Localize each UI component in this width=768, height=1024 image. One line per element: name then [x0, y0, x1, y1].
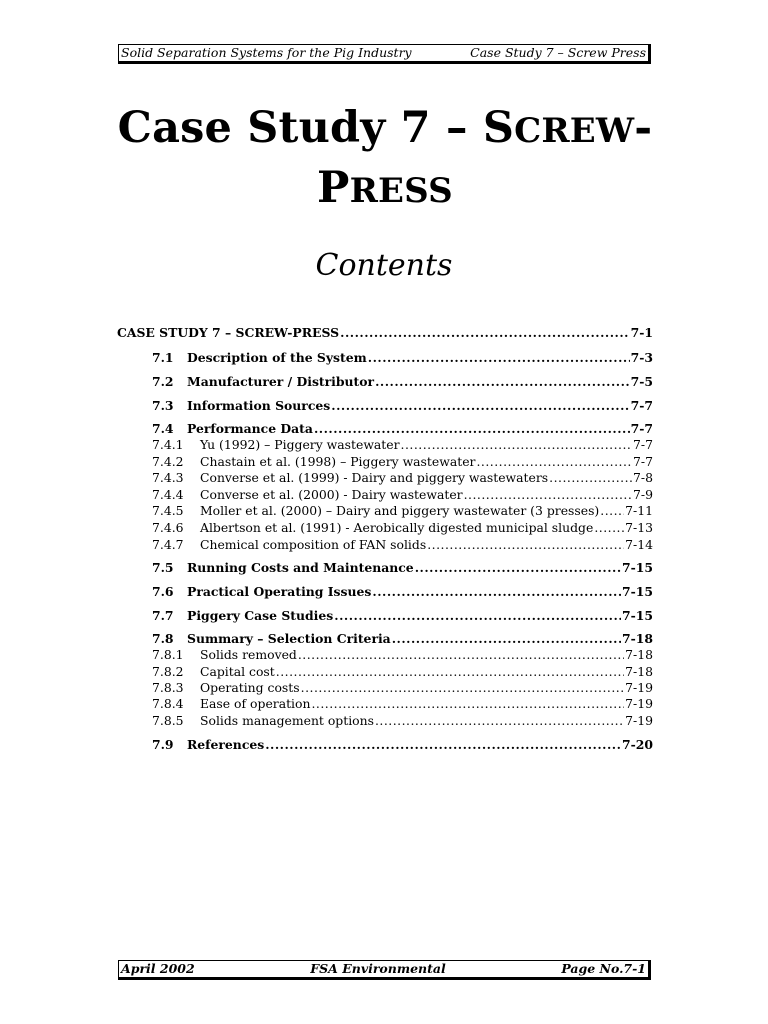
toc-entry-title: Information Sources	[187, 398, 331, 413]
toc-entry-title: Yu (1992) – Piggery wastewater	[200, 437, 400, 452]
toc-entry-number: 7.4	[152, 421, 174, 436]
toc-dot-leader	[401, 437, 632, 452]
toc-dot-leader	[298, 647, 624, 662]
toc-entry-title: Moller et al. (2000) – Dairy and piggery wastewater (3 presses)	[200, 503, 600, 518]
toc-entry-number: 7.8.4	[152, 696, 184, 711]
toc-entry-page: 7-19	[625, 696, 653, 711]
header-left-text: Solid Separation Systems for the Pig Industry	[121, 45, 412, 60]
document-title: Case Study 7 – SCREW- PRESS	[117, 103, 653, 213]
toc-entry-title: Capital cost	[200, 664, 275, 679]
toc-entry-number: 7.5	[152, 560, 174, 575]
toc-entry-title: Running Costs and Maintenance	[187, 560, 414, 575]
toc-dot-leader	[314, 421, 630, 436]
toc-entry-page: 7-3	[630, 350, 653, 365]
toc-entry-number: 7.4.4	[152, 487, 184, 502]
toc-dot-leader	[301, 680, 625, 695]
toc-entry-page: 7-14	[625, 537, 653, 552]
toc-entry-title: Chemical composition of FAN solids	[200, 537, 427, 552]
toc-entry-page: 7-7	[633, 454, 653, 469]
footer-company: FSA Environmental	[310, 961, 446, 976]
toc-dot-leader	[311, 696, 624, 711]
toc-entry-number: 7.4.2	[152, 454, 184, 469]
toc-entry[interactable]	[117, 487, 653, 504]
footer-page-number: Page No.7-1	[561, 961, 646, 976]
toc-dot-leader	[372, 584, 621, 599]
toc-entry-title: Piggery Case Studies	[187, 608, 334, 623]
header-right-text: Case Study 7 – Screw Press	[470, 45, 646, 60]
toc-entry-number: 7.4.7	[152, 537, 184, 552]
toc-entry-number: 7.3	[152, 398, 174, 413]
toc-entry-title: Converse et al. (2000) - Dairy wastewater	[200, 487, 463, 502]
toc-entry-title: Solids removed	[200, 647, 297, 662]
toc-entry-page: 7-5	[630, 374, 653, 389]
toc-dot-leader	[331, 398, 629, 413]
toc-entry-number: 7.4.3	[152, 470, 184, 485]
toc-entry[interactable]	[117, 374, 653, 391]
toc-entry-page: 7-20	[621, 737, 653, 752]
toc-entry-number: 7.9	[152, 737, 174, 752]
toc-entry-number: 7.8.5	[152, 713, 184, 728]
toc-entry-title: Practical Operating Issues	[187, 584, 372, 599]
toc-entry-title: Description of the System	[187, 350, 367, 365]
toc-dot-leader	[549, 470, 632, 485]
toc-entry[interactable]	[117, 560, 653, 577]
toc-entry-title: Solids management options	[200, 713, 374, 728]
page-header	[118, 44, 651, 64]
toc-dot-leader	[600, 503, 624, 518]
toc-entry[interactable]	[117, 503, 653, 520]
toc-entry[interactable]	[117, 631, 653, 648]
toc-entry-page: 7-11	[625, 503, 653, 518]
toc-entry[interactable]	[117, 647, 653, 664]
toc-entry[interactable]	[117, 398, 653, 415]
toc-entry-page: 7-18	[625, 647, 653, 662]
toc-entry-number: 7.8	[152, 631, 174, 646]
toc-entry[interactable]	[117, 584, 653, 601]
toc-entry-title: Manufacturer / Distributor	[187, 374, 375, 389]
toc-entry-title: References	[187, 737, 265, 752]
toc-entry-page: 7-15	[621, 584, 653, 599]
contents-heading: Contents	[315, 248, 453, 283]
toc-dot-leader	[392, 631, 621, 646]
toc-dot-leader	[375, 374, 630, 389]
toc-entry-number: 7.8.3	[152, 680, 184, 695]
toc-entry-number: 7.4.5	[152, 503, 184, 518]
toc-entry[interactable]	[117, 696, 653, 713]
toc-entry[interactable]	[117, 713, 653, 730]
toc-dot-leader	[334, 608, 621, 623]
toc-entry-number: 7.1	[152, 350, 174, 365]
toc-entry-number: 7.2	[152, 374, 174, 389]
toc-dot-leader	[340, 325, 629, 340]
toc-dot-leader	[375, 713, 624, 728]
toc-entry[interactable]	[117, 537, 653, 554]
toc-entry-page: 7-9	[633, 487, 653, 502]
toc-entry[interactable]	[117, 737, 653, 754]
toc-entry-title: Converse et al. (1999) - Dairy and piggery wastewaters	[200, 470, 549, 485]
toc-entry[interactable]	[117, 421, 653, 438]
toc-entry-page: 7-7	[630, 421, 653, 436]
toc-entry-title: Albertson et al. (1991) - Aerobically digested municipal sludge	[200, 520, 594, 535]
toc-entry-number: 7.8.2	[152, 664, 184, 679]
page-footer	[118, 960, 651, 980]
toc-entry[interactable]	[117, 350, 653, 367]
toc-entry-page: 7-15	[621, 608, 653, 623]
toc-entry[interactable]	[117, 664, 653, 681]
toc-entry[interactable]	[117, 608, 653, 625]
toc-entry-title: Chastain et al. (1998) – Piggery wastewater	[200, 454, 476, 469]
toc-entry-number: 7.4.1	[152, 437, 184, 452]
toc-entry[interactable]	[117, 520, 653, 537]
toc-entry-page: 7-1	[630, 325, 653, 340]
toc-dot-leader	[415, 560, 621, 575]
toc-entry[interactable]	[117, 454, 653, 471]
toc-entry[interactable]	[117, 680, 653, 697]
toc-entry[interactable]	[117, 437, 653, 454]
toc-entry-title: CASE STUDY 7 – SCREW-PRESS	[117, 325, 340, 340]
toc-entry-title: Ease of operation	[200, 696, 311, 711]
toc-entry-page: 7-18	[621, 631, 653, 646]
toc-entry-page: 7-19	[625, 680, 653, 695]
toc-dot-leader	[265, 737, 621, 752]
toc-entry-number: 7.6	[152, 584, 174, 599]
toc-dot-leader	[276, 664, 624, 679]
toc-entry-page: 7-13	[625, 520, 653, 535]
toc-entry-number: 7.4.6	[152, 520, 184, 535]
toc-dot-leader	[476, 454, 632, 469]
toc-entry-page: 7-18	[625, 664, 653, 679]
toc-entry-number: 7.7	[152, 608, 174, 623]
toc-dot-leader	[464, 487, 632, 502]
toc-entry-title: Operating costs	[200, 680, 300, 695]
footer-date: April 2002	[121, 961, 195, 976]
toc-entry-title: Performance Data	[187, 421, 313, 436]
toc-dot-leader	[594, 520, 624, 535]
toc-entry-page: 7-7	[630, 398, 653, 413]
toc-entry-page: 7-8	[633, 470, 653, 485]
toc-entry-title: Summary – Selection Criteria	[187, 631, 391, 646]
toc-entry-page: 7-7	[633, 437, 653, 452]
toc-entry[interactable]	[117, 325, 653, 342]
toc-dot-leader	[368, 350, 630, 365]
toc-dot-leader	[427, 537, 624, 552]
toc-entry-page: 7-15	[621, 560, 653, 575]
toc-entry-number: 7.8.1	[152, 647, 184, 662]
toc-entry[interactable]	[117, 470, 653, 487]
toc-entry-page: 7-19	[625, 713, 653, 728]
